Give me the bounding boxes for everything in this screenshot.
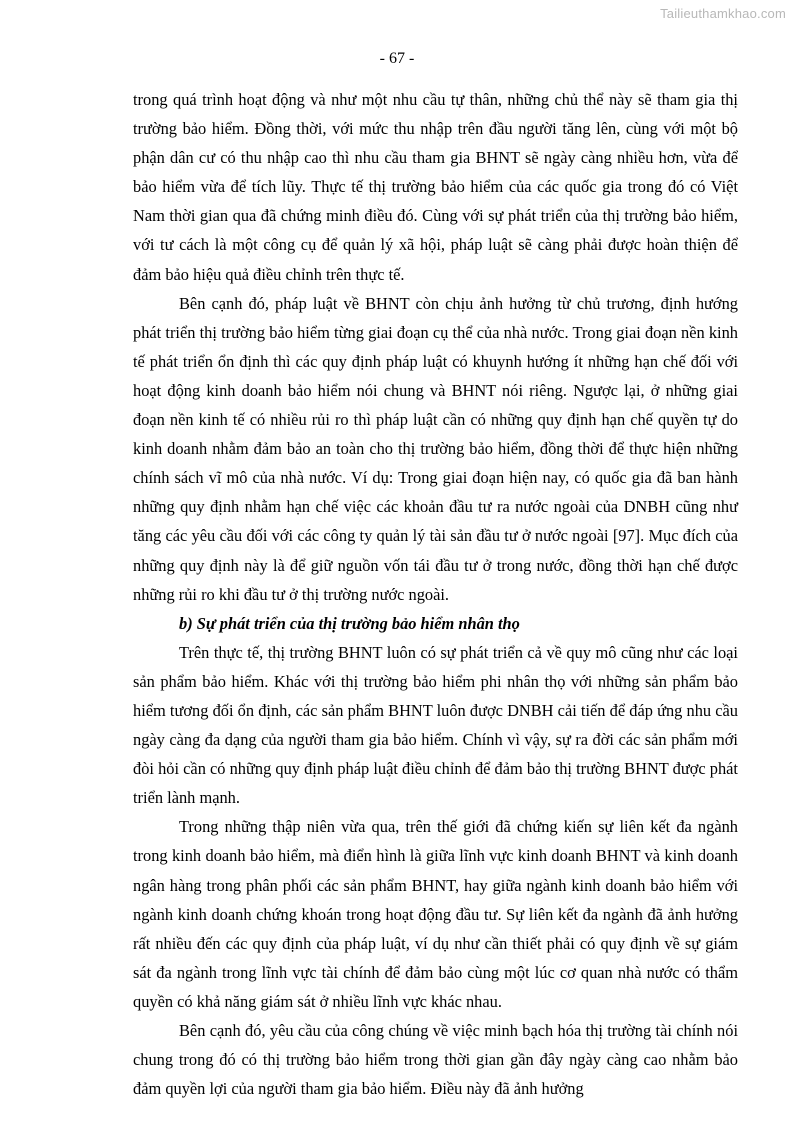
paragraph: Bên cạnh đó, pháp luật về BHNT còn chịu ảnh hưởng từ chủ trương, định hướng phát triển thị trường bảo hiểm từng giai đoạn cụ thể của nhà nước. Trong giai đoạn nền kinh tế phát triển ổn định thì các quy định pháp luật có khuynh hướng ít những hạn chế đối với hoạt động kinh doanh bảo hiểm nói chung và BHNT nói riêng. Ngược lại, ở những giai đoạn nền kinh tế có nhiều rủi ro thì pháp luật cần có những quy định hạn chế quyền tự do kinh doanh nhằm đảm bảo an toàn cho thị trường bảo hiểm, đồng thời để thực hiện những chính sách vĩ mô của nhà nước. Ví dụ: Trong giai đoạn hiện nay, có quốc gia đã ban hành những quy định nhằm hạn chế việc các khoản đầu tư ra nước ngoài của DNBH cũng như tăng các yêu cầu đối với các công ty quản lý tài sản đầu tư ở nước ngoài [97]. Mục đích của những quy định này là để giữ nguồn vốn tái đầu tư ở trong nước, đồng thời hạn chế được những rủi ro khi đầu tư ở thị trường nước ngoài. <box>133 293 738 604</box>
document-body <box>133 85 738 1103</box>
paragraph: Trong những thập niên vừa qua, trên thế giới đã chứng kiến sự liên kết đa ngành trong kinh doanh bảo hiểm, mà điển hình là giữa lĩnh vực kinh doanh BHNT và kinh doanh ngân hàng trong phân phối các sản phẩm BHNT, hay giữa ngành kinh doanh bảo hiểm với ngành kinh doanh chứng khoán trong hoạt động đầu tư. Sự liên kết đa ngành đã ảnh hưởng rất nhiều đến các quy định của pháp luật, ví dụ như cần thiết phải có quy định về sự giám sát đa ngành trong lĩnh vực tài chính để đảm bảo cùng một lúc cơ quan nhà nước có thẩm quyền có khả năng giám sát ở nhiều lĩnh vực khác nhau. <box>133 817 738 1011</box>
paragraph-continuation: trong quá trình hoạt động và như một nhu cầu tự thân, những chủ thể này sẽ tham gia thị trường bảo hiểm. Đồng thời, với mức thu nhập trên đầu người tăng lên, cùng với một bộ phận dân cư có thu nhập cao thì nhu cầu tham gia BHNT sẽ ngày càng nhiều hơn, vừa để bảo hiểm vừa để tích lũy. Thực tế thị trường bảo hiểm của các quốc gia trong đó có Việt Nam thời gian qua đã chứng minh điều đó. Cùng với sự phát triển của thị trường bảo hiểm, với tư cách là một công cụ để quản lý xã hội, pháp luật sẽ càng phải được hoàn thiện để đảm bảo hiệu quả điều chỉnh trên thực tế. <box>133 90 738 284</box>
watermark-text: Tailieuthamkhao.com <box>660 6 786 21</box>
section-heading: b) Sự phát triển của thị trường bảo hiểm nhân thọ <box>179 613 520 633</box>
paragraph: Bên cạnh đó, yêu cầu của công chúng về việc minh bạch hóa thị trường tài chính nói chung trong đó có thị trường bảo hiểm trong thời gian gần đây ngày càng cao nhằm bảo đảm quyền lợi của người tham gia bảo hiểm. Điều này đã ảnh hưởng <box>133 1021 738 1099</box>
paragraph: Trên thực tế, thị trường BHNT luôn có sự phát triển cả về quy mô cũng như các loại sản phẩm bảo hiểm. Khác với thị trường bảo hiểm phi nhân thọ với những sản phẩm bảo hiểm tương đối ổn định, các sản phẩm BHNT luôn được DNBH cải tiến để đáp ứng nhu cầu ngày càng đa dạng của người tham gia bảo hiểm. Chính vì vậy, sự ra đời các sản phẩm mới đòi hỏi cần có những quy định pháp luật điều chỉnh để đảm bảo thị trường BHNT được phát triển lành mạnh. <box>133 642 738 808</box>
page-number: - 67 - <box>379 50 415 67</box>
